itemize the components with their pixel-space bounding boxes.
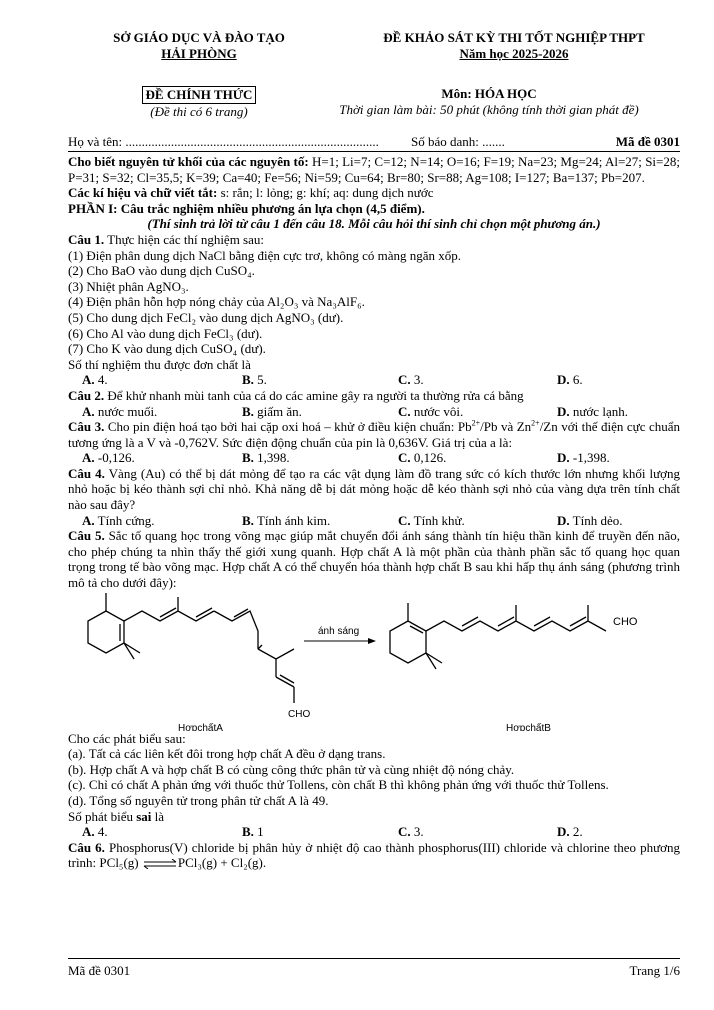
page-number: Trang 1/6 (629, 963, 680, 978)
compound-a-structure (88, 593, 294, 703)
compound-b-name: HợpchấtB (506, 722, 551, 731)
option-b: B. Tính ánh kim. (242, 512, 331, 528)
school-year: Năm học 2025-2026 (459, 45, 569, 61)
q1-item: (5) Cho dung dịch FeCl₂ vào dung dịch AgNO₃ (dư). (68, 309, 344, 325)
q5-ask: Số phát biểu sai là (68, 808, 165, 824)
compound-a-name: HợpchấtA (178, 722, 223, 731)
reaction-arrow (304, 638, 376, 644)
q4-options (68, 513, 680, 529)
time-note: Thời gian làm bài: 50 phút (không tính thời gian phát đề) (339, 101, 639, 117)
q1-ask: Số thí nghiệm thu được đơn chất là (68, 356, 251, 372)
compound-b-structure (390, 603, 606, 669)
part1-title: PHẦN I: Câu trắc nghiệm nhiều phương án lựa chọn (4,5 điểm). (68, 200, 425, 216)
department (68, 30, 330, 61)
q5-statement: (c). Chỉ có chất A phản ứng với thuốc thử Tollens, còn chất B thì không phản ứng với thuốc thử Tollens. (68, 777, 609, 793)
content (68, 154, 680, 871)
option-a: A. -0,126. (82, 450, 135, 466)
q2-options (68, 404, 680, 420)
id-line: Số báo danh: ....... (411, 134, 505, 149)
q1-item: (1) Điện phân dung dịch NaCl bằng điện cực trơ, không có màng ngăn xốp. (68, 247, 461, 263)
option-c: C. Tính khử. (398, 512, 465, 528)
option-c: C. nước vôi. (398, 403, 464, 419)
arrow-label: ánh sáng (318, 625, 360, 637)
option-d: D. nước lạnh. (557, 403, 628, 419)
option-d: D. 2. (557, 824, 583, 840)
option-c: C. 3. (398, 372, 424, 388)
q3-options (68, 450, 680, 466)
reaction-scheme (68, 591, 680, 731)
q1-item: (2) Cho BaO vào dung dịch CuSO₄. (68, 263, 255, 279)
option-d: D. Tính dẻo. (557, 512, 623, 528)
q1-item: (6) Cho Al vào dung dịch FeCl₃ (dư). (68, 325, 263, 341)
option-a: A. Tính cứng. (82, 512, 155, 528)
name-line: Họ và tên: .............................................................................. (68, 134, 379, 149)
q5-stem: Câu 5. Sắc tố quang học trong võng mạc giúp mắt chuyển đổi ánh sáng thành tín hiệu thần kinh để truyền đến não, cho phép chúng ta nhìn thấy thế giới xung quanh. Hợp chất A là một phần của thành phần sắc tố quang học quan trọng trong tế bào võng mạc. Hợp chất A có thể chuyển hóa thành hợp chất B sau khi hấp thụ ánh sáng (phương trình mô tả cho dưới đây): (68, 528, 680, 591)
reaction-figure (68, 591, 680, 731)
option-b: B. giấm ăn. (242, 403, 302, 419)
q1-item: (7) Cho K vào dung dịch CuSO₄ (dư). (68, 341, 266, 357)
dept-line2: HẢI PHÒNG (161, 45, 237, 61)
q5-options (68, 824, 680, 840)
option-d: D. -1,398. (557, 450, 610, 466)
option-a: A. 4. (82, 824, 108, 840)
footer (68, 958, 680, 981)
option-a: A. nước muối. (82, 403, 158, 419)
q5-statement: (a). Tất cả các liên kết đôi trong hợp chất A đều ở dạng trans. (68, 746, 386, 762)
cho-label-a: CHO (288, 708, 311, 720)
option-b: B. 1,398. (242, 450, 290, 466)
footer-code: Mã đề 0301 (68, 963, 131, 978)
q3-stem: Câu 3. Cho pin điện hoá tạo bởi hai cặp oxi hoá – khử ở điều kiện chuẩn: $Pb^{2+}/Pb$ và $Zn^{2+}/Zn$ với thế điện cực chuẩn tương ứng là a V và -0,762V. Sức điện động chuẩn của pin là 0,636V. Giá trị của a là: (68, 418, 680, 450)
q5-statement: (b). Hợp chất A và hợp chất B có cùng công thức phân tử và cùng nhiệt độ nóng chảy. (68, 761, 515, 777)
dept-line1: SỞ GIÁO DỤC VÀ ĐÀO TẠO (113, 30, 285, 45)
equilibrium-arrow-icon (142, 859, 178, 869)
exam-code: Mã đề 0301 (615, 134, 680, 149)
option-b: B. 5. (242, 372, 267, 388)
q4-stem: Câu 4. Vàng (Au) có thể bị dát mỏng để tạo ra các vật dụng làm đồ trang sức có kích thước lớn nhưng khối lượng nhỏ hoặc bị kéo thành sợi chỉ nhỏ. Khả năng dễ bị dát mỏng hoặc dễ kéo thành sợi nhỏ của vàng dựa trên tính chất nào sau đây? (68, 465, 680, 513)
subheader (68, 86, 680, 122)
q6-stem: Câu 6. Phosphorus(V) chloride bị phân hủy ở nhiệt độ cao thành phosphorus(III) chloride và chlorine theo phương trình: PCl₅(g) PCl₃(g) + Cl₂(g). (68, 839, 680, 871)
q1-stem: Câu 1. Thực hiện các thí nghiệm sau: (68, 231, 264, 247)
symbols: Các kí hiệu và chữ viết tắt: s: rắn; l: lỏng; g: khí; aq: dung dịch nước (68, 185, 434, 201)
q5-statements-intro: Cho các phát biểu sau: (68, 730, 186, 746)
option-c: C. 3. (398, 824, 424, 840)
option-d: D. 6. (557, 372, 583, 388)
option-b: B. 1 (242, 824, 264, 840)
q5-statement: (d). Tổng số nguyên tử trong phân tử chất A là 49. (68, 793, 329, 808)
pages-note: (Đề thi có 6 trang) (150, 103, 248, 119)
option-a: A. 4. (82, 372, 108, 388)
q1-item: (4) Điện phân hỗn hợp nóng chảy của Al₂O₃ và Na₃AlF₆. (68, 294, 365, 310)
exam-title: ĐỀ KHẢO SÁT KỲ THI TỐT NGHIỆP THPT (383, 30, 645, 45)
part1-note: (Thí sinh trả lời từ câu 1 đến câu 18. Mỗi câu hỏi thí sinh chỉ chọn một phương án.) (147, 216, 601, 232)
header (68, 30, 680, 94)
official-badge: ĐỀ CHÍNH THỨC (142, 86, 257, 104)
q1-item: (3) Nhiệt phân AgNO₃. (68, 278, 189, 294)
option-c: C. 0,126. (398, 450, 447, 466)
exam-page (68, 30, 680, 871)
q1-options (68, 372, 680, 388)
exam-heading (348, 30, 680, 61)
subject: Môn: HÓA HỌC (441, 86, 537, 101)
atomic-masses: Cho biết nguyên tử khối của các nguyên tố: H=1; Li=7; C=12; N=14; O=16; F=19; Na=23; Mg=24; Al=27; Si=28; P=31; S=32; Cl=35,5; K=39; Ca=40; Fe=56; Ni=59; Cu=64; Br=80; Sr=88; Ag=108; I=127; Ba=137; Pb=207. (68, 154, 680, 185)
cho-label-b: CHO (613, 615, 638, 628)
student-info (68, 134, 680, 152)
q2-stem: Câu 2. Để khử nhanh mùi tanh của cá do các amine gây ra người ta thường rửa cá bằng (68, 387, 524, 403)
